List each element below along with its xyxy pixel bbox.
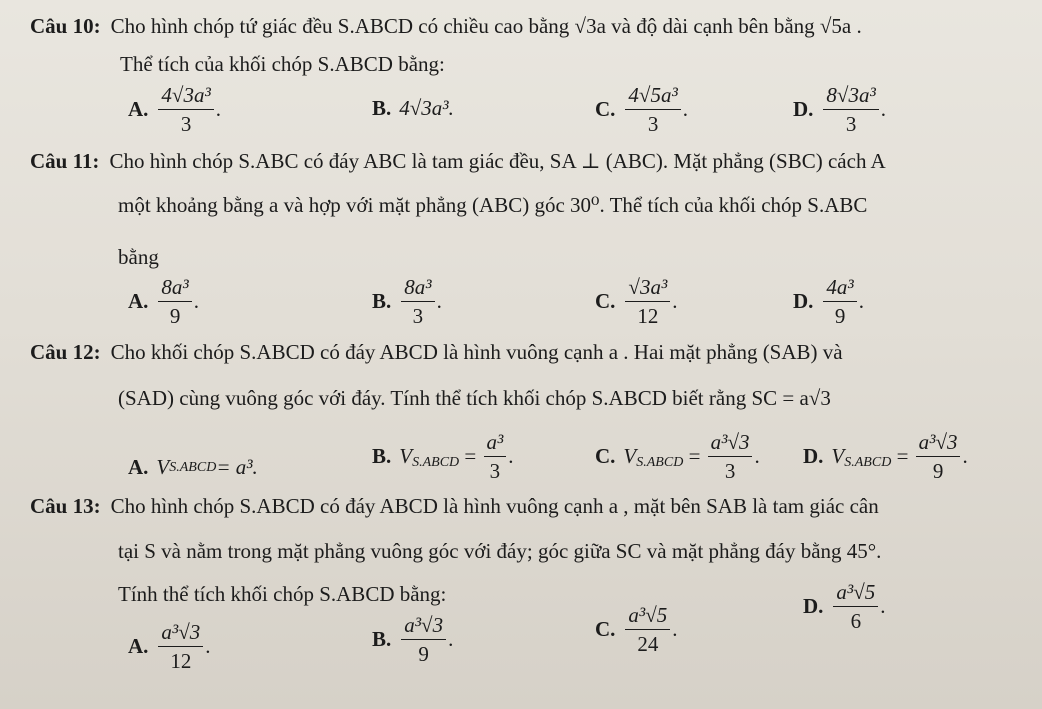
question-13-option-c: C. $\frac{\text{a³√5}}{24}$ . xyxy=(595,603,678,656)
question-number: Câu 13: xyxy=(30,494,101,518)
question-10-option-b: B. 4√3a³. xyxy=(372,96,454,120)
question-13-line-2: tại S và nằm trong mặt phẳng vuông góc với đáy; góc giữa SC và mặt phẳng đáy bằng 45°. xyxy=(118,539,882,563)
question-13-option-a: A. $\frac{\text{a³√3}}{12}$ . xyxy=(128,620,211,673)
question-12-line-1 xyxy=(30,338,843,366)
question-text: Cho hình chóp S.ABCD có đáy ABCD là hình vuông cạnh a , mặt bên SAB là tam giác cân xyxy=(110,494,879,518)
question-10-line-2: Thể tích của khối chóp S.ABCD bằng: xyxy=(120,52,445,76)
question-11-option-c: C. $\frac{\text{√3a³}}{12}$ . xyxy=(595,275,678,328)
question-10-option-d: D. $\frac{\text{8√3a³}}{3}$ . xyxy=(793,83,886,136)
question-13-option-d: D. $\frac{\text{a³√5}}{6}$ . xyxy=(803,580,886,633)
question-13-line-1 xyxy=(30,492,879,520)
question-11-line-3: bằng xyxy=(118,245,159,269)
question-11-line-2: một khoảng bằng a và hợp với mặt phẳng (ABC) góc 30⁰. Thể tích của khối chóp S.ABC xyxy=(118,193,868,217)
question-11-option-b: B. $\frac{\text{8a³}}{3}$ . xyxy=(372,275,442,328)
question-number: Câu 10: xyxy=(30,14,101,38)
question-10-line-1 xyxy=(30,12,862,40)
question-11-option-d: D. $\frac{\text{4a³}}{9}$ . xyxy=(793,275,864,328)
question-13-option-b: B. $\frac{\text{a³√3}}{9}$ . xyxy=(372,613,454,666)
question-12-option-b: B. V $_{S.ABCD}$ = $\frac{\text{a³}}{3}$ . xyxy=(372,430,514,483)
question-text: Cho hình chóp tứ giác đều S.ABCD có chiều cao bằng √3a và độ dài cạnh bên bằng √5a . xyxy=(110,14,862,38)
question-number: Câu 12: xyxy=(30,340,101,364)
question-12-option-d: D. V $_{S.ABCD}$ = $\frac{\text{a³√3}}{9}$ . xyxy=(803,430,968,483)
question-12-option-c: C. V $_{S.ABCD}$ = $\frac{\text{a³√3}}{3}$ . xyxy=(595,430,760,483)
question-10-option-a: A. $\frac{\text{4√3a³}}{3}$ . xyxy=(128,83,221,136)
question-text: Cho khối chóp S.ABCD có đáy ABCD là hình vuông cạnh a . Hai mặt phẳng (SAB) và xyxy=(110,340,843,364)
question-text: Cho hình chóp S.ABC có đáy ABC là tam giác đều, SA ⊥ (ABC). Mặt phẳng (SBC) cách A xyxy=(109,149,886,173)
question-10-option-c: C. $\frac{\text{4√5a³}}{3}$ . xyxy=(595,83,688,136)
question-11-line-1 xyxy=(30,147,886,175)
question-number: Câu 11: xyxy=(30,149,100,173)
question-11-option-a: A. $\frac{\text{8a³}}{9}$ . xyxy=(128,275,199,328)
question-12-option-a: A. V S.ABCD = a³. xyxy=(128,455,258,479)
question-12-line-2: (SAD) cùng vuông góc với đáy. Tính thể tích khối chóp S.ABCD biết rằng SC = a√3 xyxy=(118,386,831,410)
question-13-line-3: Tính thể tích khối chóp S.ABCD bằng: xyxy=(118,582,447,606)
